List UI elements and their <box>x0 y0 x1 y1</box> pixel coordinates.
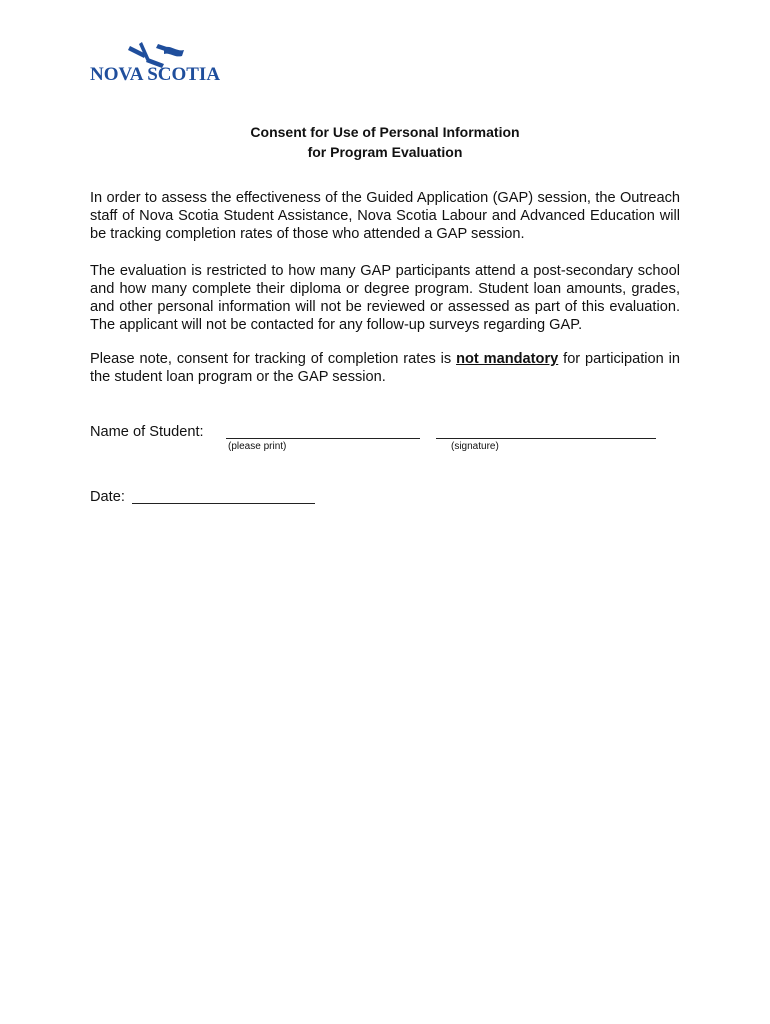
not-mandatory-emphasis: not mandatory <box>456 351 559 367</box>
student-name-print-line[interactable] <box>226 438 420 439</box>
date-label: Date: <box>90 489 125 505</box>
date-line[interactable] <box>132 503 315 504</box>
consent-note-text-end: for participation in the student loan program or the GAP session. <box>90 351 680 385</box>
signature-caption: (signature) <box>451 441 499 452</box>
please-print-caption: (please print) <box>228 441 287 452</box>
document-title-line1: Consent for Use of Personal Information <box>250 124 520 140</box>
consent-note-text-start: Please note, consent for tracking of completion rates is <box>90 351 457 367</box>
student-signature-line[interactable] <box>436 438 656 439</box>
nova-scotia-logo <box>90 40 240 86</box>
student-name-label: Name of Student: <box>90 424 204 440</box>
paragraph-purpose: In order to assess the effectiveness of the Guided Application (GAP) session, the Outreach staff of Nova Scotia Student Assistance, Nova Scotia Labour and Advanced Education will be tracking completion rates of those who attended a GAP session. <box>90 190 680 242</box>
logo-wordmark: NOVA SCOTIA <box>90 64 221 85</box>
paragraph-consent-note <box>90 350 680 386</box>
document-title-line2: for Program Evaluation <box>307 144 463 160</box>
paragraph-restriction: The evaluation is restricted to how many GAP participants attend a post-secondary school and how many complete their diploma or degree program. Student loan amounts, grades, and other personal information will not be reviewed or assessed as part of this evaluation. The applicant will not be contacted for any follow-up surveys regarding GAP. <box>90 263 680 333</box>
